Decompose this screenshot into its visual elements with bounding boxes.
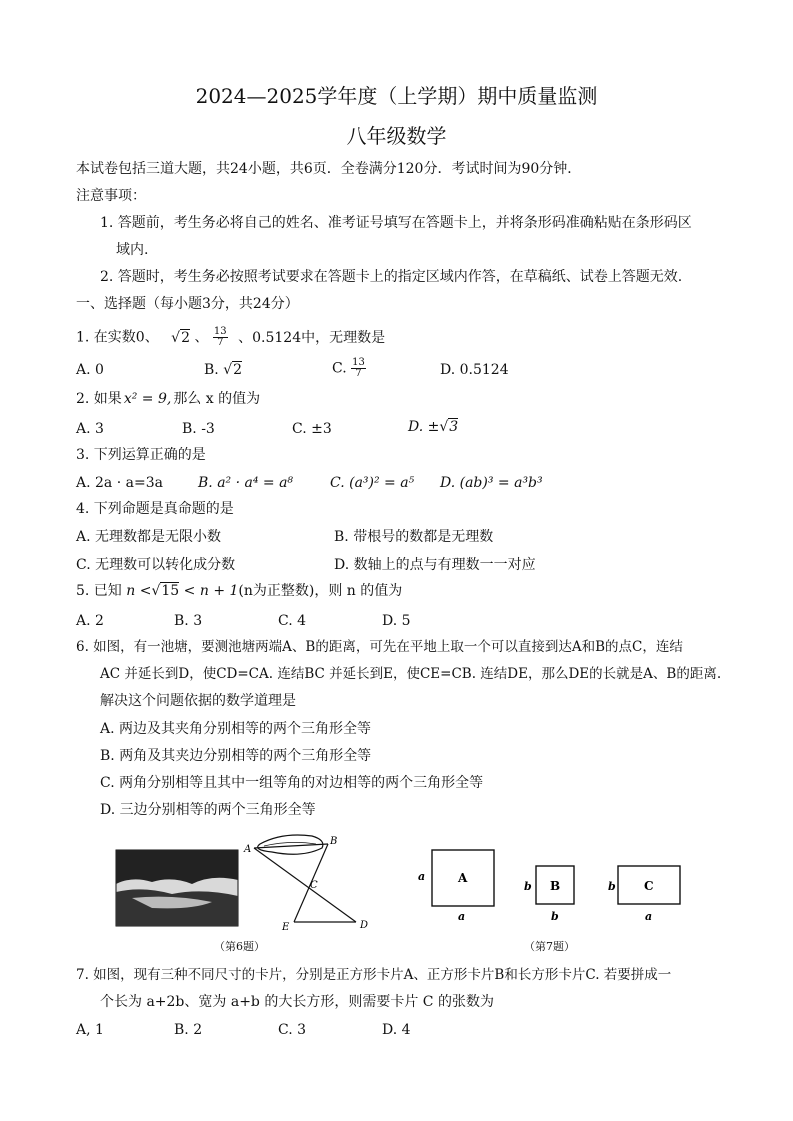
figure-6-caption: （第6题） [214,940,265,953]
svg-text:b: b [524,880,532,893]
q1-option-d: D. 0.5124 [440,362,509,378]
q3-stem: 3. 下列运算正确的是 [76,447,206,463]
q4-stem: 4. 下列命题是真命题的是 [76,501,234,517]
q4-option-b: B. 带根号的数都是无理数 [334,529,494,545]
q7-line-1: 7. 如图，现有三种不同尺寸的卡片，分别是正方形卡片A、正方形卡片B和长方形卡片C. 若要拼成一 [76,967,672,983]
figure-7 [414,840,694,928]
exam-subtitle: 八年级数学 [346,124,447,148]
point-e-label: E [282,922,290,933]
q6-option-a: A. 两边及其夹角分别相等的两个三角形全等 [100,721,372,737]
q1-sqrt-2: 2 [181,329,191,346]
q3-option-a: A. 2a · a=3a [76,475,163,491]
notice-item-2: 2. 答题时，考生务必按照考试要求在答题卡上的指定区域内作答，在草稿纸、试卷上答题无效. [100,269,683,285]
point-c-label: C [310,880,318,891]
q7-option-a: A, 1 [76,1022,104,1038]
q6-option-d: D. 三边分别相等的两个三角形全等 [100,802,316,818]
q3-option-d: D. (ab)³ = a³b³ [440,475,543,491]
q2-option-b: B. -3 [182,421,215,437]
q5-stem: 5. 已知 n <√15 < n + 1(n为正整数)，则 n 的值为 [76,583,403,599]
figure-7-caption: （第7题） [524,940,575,953]
svg-text:a: a [645,910,653,923]
q5-option-b: B. 3 [174,613,203,629]
svg-text:a: a [418,870,426,883]
q1-option-b: B. √2 [204,362,243,378]
q2-option-a: A. 3 [76,421,104,437]
section-1-heading: 一、选择题（每小题3分，共24分） [76,296,299,312]
q4-option-a: A. 无理数都是无限小数 [76,529,222,545]
figure-7-drawing [414,840,694,924]
figure-6 [112,832,382,944]
q5-option-d: D. 5 [382,613,411,629]
q4-option-c: C. 无理数可以转化成分数 [76,557,236,573]
q3-option-b: B. a² · a⁴ = a⁸ [198,475,294,491]
svg-text:a: a [458,910,466,923]
svg-text:A: A [458,871,468,885]
intro-text: 本试卷包括三道大题，共24小题，共6页．全卷满分120分．考试时间为90分钟． [76,161,582,177]
q6-option-b: B. 两角及其夹边分别相等的两个三角形全等 [100,748,372,764]
notice-item-1: 1. 答题前，考生务必将自己的姓名、准考证号填写在答题卡上，并将条形码准确粘贴在条形码区 [100,215,692,231]
q7-line-2: 个长为 a+2b、宽为 a+b 的大长方形，则需要卡片 C 的张数为 [100,994,494,1010]
q7-option-d: D. 4 [382,1022,411,1038]
q7-option-b: B. 2 [174,1022,203,1038]
q2-option-c: C. ±3 [292,421,332,437]
svg-text:b: b [551,910,559,923]
q1-fraction: $\frac{13}{7}$ [213,326,227,348]
notice-heading: 注意事项： [76,188,146,204]
figure-6-drawing [112,832,382,940]
q6-line-1: 6. 如图，有一池塘，要测池塘两端A、B的距离，可先在平地上取一个可以直接到达A和B的点C，连结 [76,639,683,655]
q6-line-3: 解决这个问题依据的数学道理是 [100,693,296,709]
q5-option-c: C. 4 [278,613,307,629]
q1-stem: 1. 在实数0、 √2 、 $\frac{13}{7}$ 、0.5124中，无理数是 [76,326,386,348]
q1-option-c: C. $\frac{13}{7}$ [332,357,365,379]
point-a-label: A [244,844,252,855]
segment-ad [254,848,356,922]
q1-option-a: A. 0 [76,362,104,378]
notice-item-1-cont: 域内. [116,242,149,258]
svg-text:b: b [608,880,616,893]
q6-line-2: AC 并延长到D，使CD=CA. 连结BC 并延长到E，使CE=CB. 连结DE，那么DE的长就是A、B的距离. [100,666,722,682]
q4-option-d: D. 数轴上的点与有理数一一对应 [334,557,536,573]
svg-text:C: C [644,879,654,893]
svg-text:B: B [550,879,561,893]
q3-option-c: C. (a³)² = a⁵ [330,475,415,491]
q7-option-c: C. 3 [278,1022,307,1038]
q2-stem: 2. 如果 x² = 9, 那么 x 的值为 [76,391,261,407]
q6-option-c: C. 两角分别相等且其中一组等角的对边相等的两个三角形全等 [100,775,484,791]
q5-option-a: A. 2 [76,613,104,629]
q2-option-d: D. ±√3 [408,419,459,435]
point-b-label: B [330,836,338,847]
exam-title: 2024—2025学年度（上学期）期中质量监测 [195,84,598,108]
point-d-label: D [360,920,369,931]
